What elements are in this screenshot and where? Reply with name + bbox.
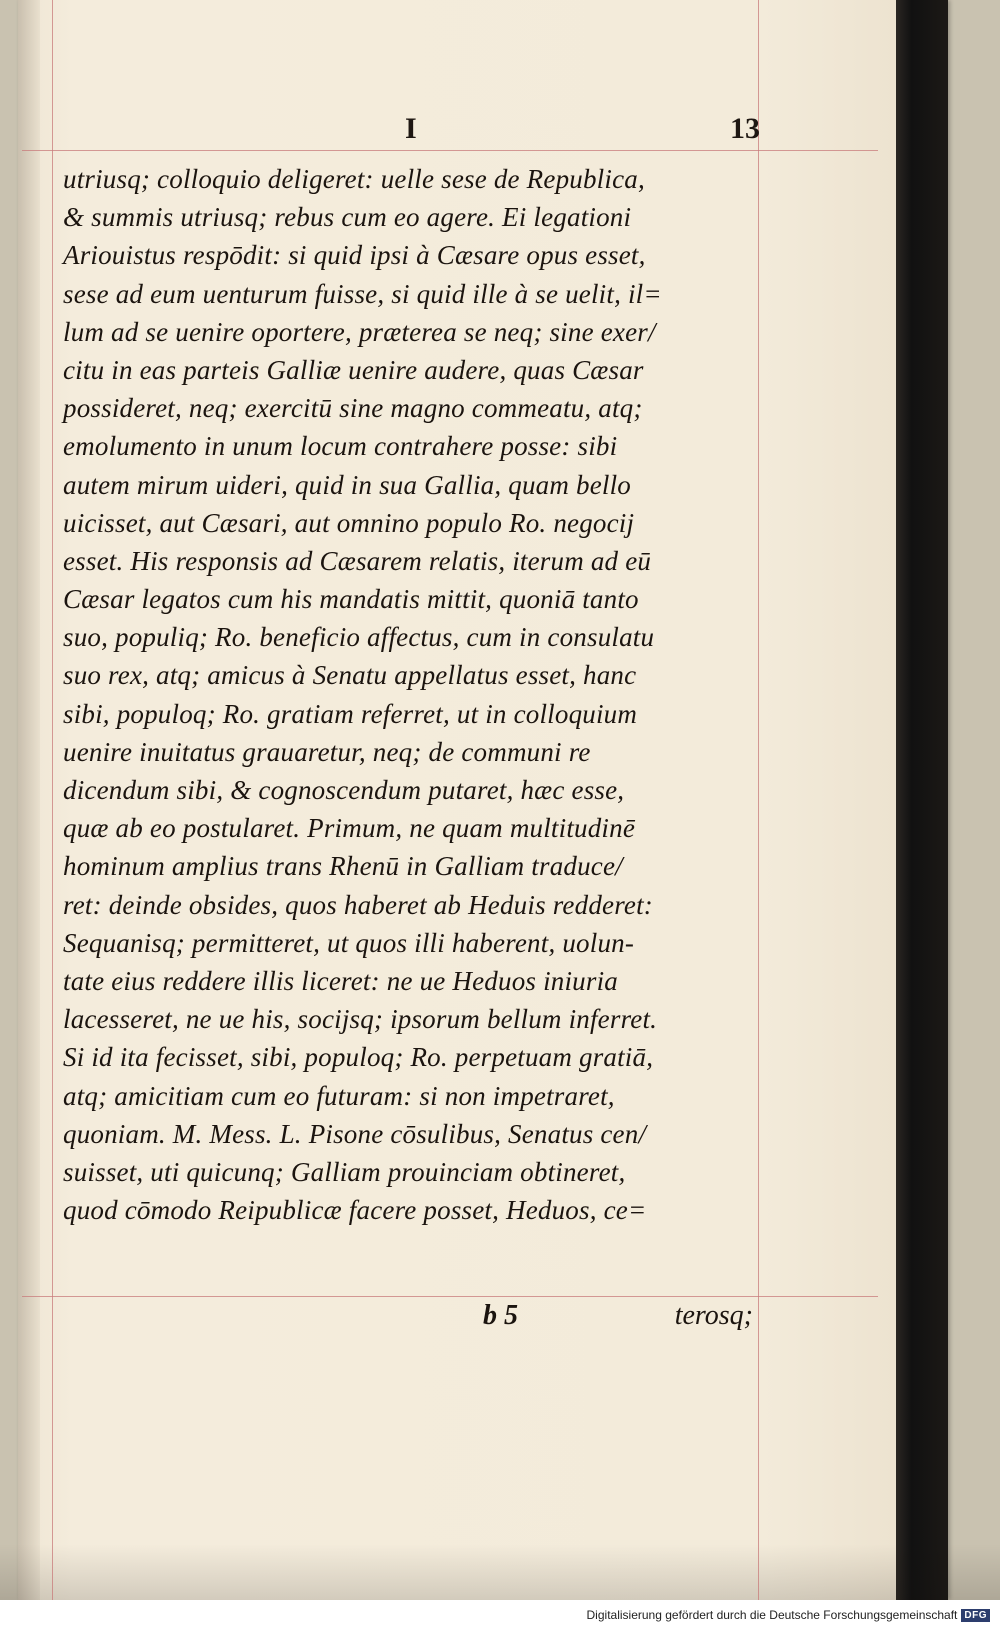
text-line: possideret, neq; exercitū sine magno commeatu, atq; <box>63 393 643 424</box>
text-line: uicisset, aut Cæsari, aut omnino populo Ro. negocij <box>63 507 635 538</box>
binding-shadow <box>896 0 948 1600</box>
text-line: sibi, populoq; Ro. gratiam referret, ut in colloquium <box>63 698 638 729</box>
text-line: hominum amplius trans Rhenū in Galliam traduce/ <box>63 851 623 882</box>
latin-text-block <box>63 160 753 1229</box>
ruled-line-bottom <box>22 1296 878 1297</box>
text-line: & summis utriusq; rebus cum eo agere. Ei legationi <box>63 202 632 233</box>
text-line: quæ ab eo postularet. Primum, ne quam multitudinē <box>63 813 636 844</box>
text-line: suisset, uti quicunq; Galliam prouinciam obtineret, <box>63 1156 626 1187</box>
catchword-line <box>63 1300 753 1340</box>
text-line: Ariouistus respōdit: si quid ipsi à Cæsare opus esset, <box>63 240 646 271</box>
text-line: atq; amicitiam cum eo futuram: si non impetraret, <box>63 1080 615 1111</box>
text-line: uenire inuitatus grauaretur, neq; de communi re <box>63 736 591 767</box>
text-line: esset. His responsis ad Cæsarem relatis, iterum ad eū <box>63 545 652 576</box>
text-line: Si id ita fecisset, sibi, populoq; Ro. perpetuam gratiā, <box>63 1042 654 1073</box>
text-line: ret: deinde obsides, quos haberet ab Heduis redderet: <box>63 889 653 920</box>
running-header <box>60 112 760 152</box>
page-edge <box>18 0 40 1600</box>
catchword: terosq; <box>674 1300 753 1331</box>
catchword-signature: b 5 <box>483 1300 518 1331</box>
text-line: lum ad se uenire oportere, præterea se neq; sine exer/ <box>63 316 656 347</box>
dfg-logo: DFG <box>961 1609 990 1622</box>
signature-mark: I <box>405 112 417 145</box>
text-line: sese ad eum uenturum fuisse, si quid ille à se uelit, il= <box>63 278 662 309</box>
ruled-margin-left <box>52 0 53 1600</box>
credit-text: Digitalisierung gefördert durch die Deutsche Forschungsgemeinschaft <box>586 1608 958 1622</box>
text-line: dicendum sibi, & cognoscendum putaret, hæc esse, <box>63 775 625 805</box>
text-line: lacesseret, ne ue his, socijsq; ipsorum bellum inferret. <box>63 1004 658 1035</box>
text-line: Cæsar legatos cum his mandatis mittit, quoniā tanto <box>63 584 639 615</box>
text-line: tate eius reddere illis liceret: ne ue Heduos iniuria <box>63 965 618 996</box>
text-line: quod cōmodo Reipublicæ facere posset, Heduos, ce= <box>63 1195 647 1226</box>
text-line: suo rex, atq; amicus à Senatu appellatus esset, hanc <box>63 660 637 691</box>
funding-credit <box>587 1608 990 1622</box>
text-line: autem mirum uideri, quid in sua Gallia, quam bello <box>63 469 631 500</box>
text-line: citu in eas parteis Galliæ uenire audere, quas Cæsar <box>63 354 644 385</box>
text-line: emolumento in unum locum contrahere posse: sibi <box>63 431 618 462</box>
folio-number: 13 <box>730 112 760 145</box>
text-line: Sequanisq; permitteret, ut quos illi haberent, uolun- <box>63 927 635 958</box>
digitization-footer <box>0 1600 1000 1632</box>
text-line: quoniam. M. Mess. L. Pisone cōsulibus, Senatus cen/ <box>63 1118 647 1149</box>
ruled-margin-right <box>758 0 759 1600</box>
text-line: suo, populiq; Ro. beneficio affectus, cum in consulatu <box>63 622 655 653</box>
text-line: utriusq; colloquio deligeret: uelle sese de Republica, <box>63 164 645 194</box>
